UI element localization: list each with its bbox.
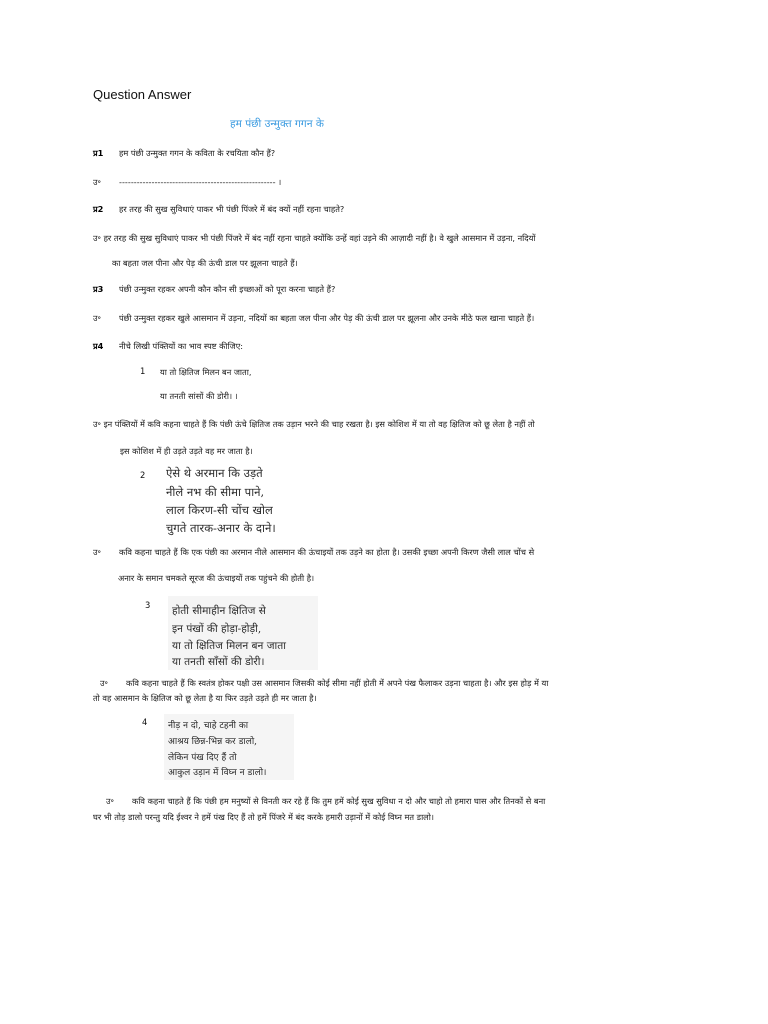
- answer-4-3-label: उ॰: [100, 678, 108, 688]
- poem-4-line-4: आकुल उड़ान में विघ्न न डालो।: [168, 768, 267, 778]
- poem-2-line-2: नीले नभ की सीमा पाने,: [166, 485, 265, 499]
- poem-4-line-1: नीड़ न दो, चाहे टहनी का: [168, 721, 249, 731]
- poem-1-line-2: या तनती सांसों की डोरी। ।: [160, 391, 238, 401]
- question-1-text: हम पंछी उन्मुक्त गगन के कविता के रचयिता कौन हैं?: [119, 148, 276, 158]
- answer-2-line-2: का बहता जल पीना और पेड़ की ऊंची डाल पर झूलना चाहते हैं।: [112, 258, 298, 268]
- question-2: [93, 203, 344, 215]
- answer-4-1-line-1: उ॰ इन पंक्तियों में कवि कहना चाहते हैं कि पंछी ऊंचे क्षितिज तक उड़ान भरने की चाह रखता है। इस कोशिश में या तो वह क्षितिज को छू लेता है नहीं तो: [93, 419, 535, 429]
- answer-3: [93, 312, 534, 324]
- question-1: [93, 147, 275, 159]
- poem-4-number: 4: [142, 717, 148, 727]
- question-3: [93, 283, 335, 295]
- question-2-label: प्र2: [93, 204, 104, 214]
- answer-1: [93, 176, 281, 188]
- question-4: [93, 340, 243, 352]
- answer-4-2-line-1: उ॰ कवि कहना चाहते हैं कि एक पंछी का अरमान नीले आसमान की ऊंचाइयों तक उड़ने का होता है। उसकी इच्छा अपनी किरण जैसी लाल चोंच से: [93, 547, 535, 557]
- poem-3-line-1: होती सीमाहीन क्षितिज से: [172, 605, 266, 617]
- poem-3-line-3: या तो क्षितिज मिलन बन जाता: [172, 640, 286, 652]
- answer-1-label: उ॰: [93, 177, 101, 187]
- document-heading: Question Answer: [93, 87, 192, 102]
- poem-4-line-2: आश्रय छिन्न-भिन्न कर डालो,: [168, 737, 258, 747]
- question-2-text: हर तरह की सुख सुविधाएं पाकर भी पंछी पिंजरे में बंद क्यों नहीं रहना चाहते?: [119, 204, 345, 214]
- answer-4-1-line-2: इस कोशिश में ही उड़ते उड़ते वह मर जाता है।: [120, 446, 253, 456]
- poem-2-number: 2: [140, 470, 146, 480]
- poem-1-line-1: या तो क्षितिज मिलन बन जाता,: [160, 367, 252, 377]
- question-4-text: नीचे लिखी पंक्तियों का भाव स्पष्ट कीजिए:: [119, 341, 244, 351]
- answer-4-3-line-1: उ॰ कवि कहना चाहते हैं कि स्वतंत्र होकर पक्षी उस आसमान जिसकी कोई सीमा नहीं होती में अपने पंख फैलाकर उड़ना चाहता है। और इस होड़ में या: [100, 678, 549, 688]
- question-3-label: प्र3: [93, 284, 104, 294]
- answer-3-text: पंछी उन्मुक्त रहकर खुले आसमान में उड़ना, नदियों का बहता जल पीना और पेड़ की ऊंची डाल पर झूलना और उनके मीठे फल खाना चाहते हैं।: [119, 313, 535, 323]
- answer-4-4-line-2: घर भी तोड़ डालो परन्तु यदि ईश्वर ने हमें पंख दिए हैं तो हमें पिंजरे में बंद करके हमारी उड़ानों में कोई विघ्न मत डालो।: [93, 812, 434, 822]
- answer-4-4-label: उ॰: [106, 796, 114, 806]
- poem-3-line-2: इन पंखों की होड़ा-होड़ी,: [172, 623, 262, 635]
- poem-title: हम पंछी उन्मुक्त गगन के: [230, 118, 324, 130]
- answer-1-text: ----------------------------------------------------- ।: [119, 177, 282, 187]
- answer-3-label: उ॰: [93, 313, 101, 323]
- poem-2-line-3: लाल किरण-सी चोंच खोल: [166, 503, 273, 517]
- answer-4-4-line-1: उ॰ कवि कहना चाहते हैं कि पंछी हम मनुष्यों से विनती कर रहे हैं कि तुम हमें कोई सुख सुविधा न दो और चाहो तो हमारा घास और तिनकों से बना: [106, 796, 546, 806]
- poem-1-number: 1: [140, 366, 146, 376]
- question-4-label: प्र4: [93, 341, 104, 351]
- poem-2-line-4: चुगते तारक-अनार के दाने।: [166, 521, 276, 535]
- question-3-text: पंछी उन्मुक्त रहकर अपनी कौन कौन सी इच्छाओं को पूरा करना चाहते हैं?: [119, 284, 336, 294]
- answer-4-2-line-2: अनार के समान चमकते सूरज की ऊंचाइयों तक पहुंचने की होती है।: [118, 573, 315, 583]
- answer-2-line-1: उ॰ हर तरह की सुख सुविधाएं पाकर भी पंछी पिंजरे में बंद नहीं रहना चाहते क्योंकि उन्हें वहां उड़ने की आज़ादी नहीं है। वे खुले आसमान में उड़ना, नदियों: [93, 233, 536, 243]
- question-1-label: प्र1: [93, 148, 104, 158]
- poem-2-line-1: ऐसे थे अरमान कि उड़ते: [166, 466, 263, 480]
- poem-3-number: 3: [145, 600, 151, 610]
- answer-4-2-label: उ॰: [93, 547, 101, 557]
- poem-4-line-3: लेकिन पंख दिए हैं तो: [168, 753, 237, 763]
- answer-4-3-line-2: तो वह आसमान के क्षितिज को छू लेता है या फिर उड़ते उड़ते ही मर जाता है।: [93, 693, 317, 703]
- poem-3-line-4: या तनती साँसों की डोरी।: [172, 656, 265, 668]
